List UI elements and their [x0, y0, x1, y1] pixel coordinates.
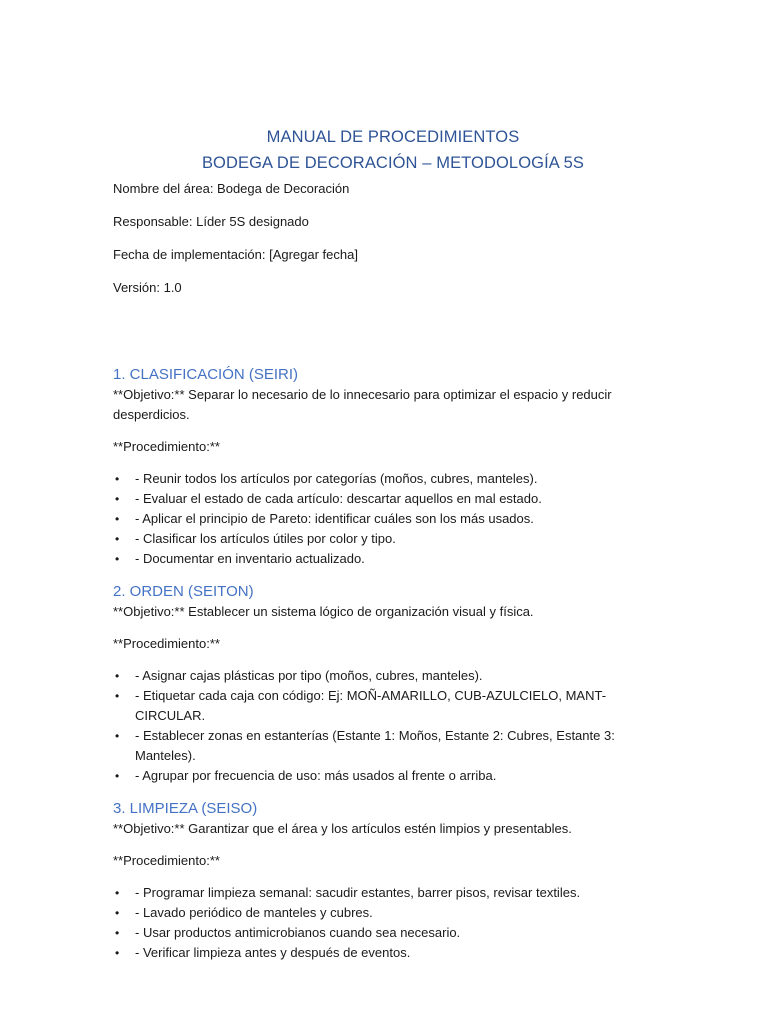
list-item: • - Verificar limpieza antes y después de eventos. — [113, 943, 673, 963]
list-item: • - Agrupar por frecuencia de uso: más usados al frente o arriba. — [113, 766, 673, 786]
procedure-label: **Procedimiento:** — [113, 853, 220, 868]
title-line-1: MANUAL DE PROCEDIMIENTOS — [266, 128, 520, 146]
list-item: • - Establecer zonas en estanterías (Estante 1: Moños, Estante 2: Cubres, Estante 3: Manteles). — [115, 728, 615, 763]
section-objective: **Objetivo:** Establecer un sistema lógico de organización visual y física. — [113, 604, 534, 619]
bullet-icon: • — [115, 669, 120, 683]
procedure-list — [113, 666, 673, 786]
bullet-icon: • — [115, 512, 120, 526]
bullet-icon: • — [115, 926, 120, 940]
procedure-list — [113, 469, 673, 569]
list-item: • - Documentar en inventario actualizado. — [113, 549, 673, 569]
section-clasificacion — [113, 365, 673, 569]
bullet-icon: • — [115, 689, 120, 703]
meta-responsable: Responsable: Líder 5S designado — [113, 214, 309, 229]
bullet-icon: • — [115, 492, 120, 506]
meta-version: Versión: 1.0 — [113, 280, 182, 295]
section-limpieza — [113, 799, 673, 963]
document-title — [113, 124, 673, 176]
list-item: • - Programar limpieza semanal: sacudir estantes, barrer pisos, revisar textiles. — [113, 883, 673, 903]
section-objective: **Objetivo:** Garantizar que el área y los artículos estén limpios y presentables. — [113, 821, 572, 836]
list-item: • - Evaluar el estado de cada artículo: descartar aquellos en mal estado. — [113, 489, 673, 509]
document-meta — [113, 180, 673, 297]
procedure-label: **Procedimiento:** — [113, 636, 220, 651]
procedure-label: **Procedimiento:** — [113, 439, 220, 454]
bullet-icon: • — [115, 769, 120, 783]
list-item: • - Lavado periódico de manteles y cubres. — [113, 903, 673, 923]
bullet-icon: • — [115, 532, 120, 546]
section-heading: 3. LIMPIEZA (SEISO) — [113, 800, 258, 817]
bullet-icon: • — [115, 552, 120, 566]
list-item: • - Etiquetar cada caja con código: Ej: MOÑ-AMARILLO, CUB-AZULCIELO, MANT-CIRCULAR. — [115, 688, 607, 723]
section-orden — [113, 582, 673, 786]
bullet-icon: • — [115, 906, 120, 920]
document-page — [113, 124, 673, 963]
bullet-icon: • — [115, 729, 120, 743]
list-item: • - Asignar cajas plásticas por tipo (moños, cubres, manteles). — [113, 666, 673, 686]
section-heading: 2. ORDEN (SEITON) — [113, 583, 254, 600]
list-item: • - Usar productos antimicrobianos cuando sea necesario. — [113, 923, 673, 943]
meta-fecha: Fecha de implementación: [Agregar fecha] — [113, 247, 358, 262]
list-item: • - Reunir todos los artículos por categorías (moños, cubres, manteles). — [113, 469, 673, 489]
meta-area: Nombre del área: Bodega de Decoración — [113, 181, 350, 196]
bullet-icon: • — [115, 886, 120, 900]
section-objective: **Objetivo:** Separar lo necesario de lo innecesario para optimizar el espacio y reducir desperdicios. — [113, 387, 612, 422]
title-line-2: BODEGA DE DECORACIÓN – METODOLOGÍA 5S — [201, 154, 585, 172]
list-item: • - Aplicar el principio de Pareto: identificar cuáles son los más usados. — [113, 509, 673, 529]
procedure-list — [113, 883, 673, 963]
section-heading: 1. CLASIFICACIÓN (SEIRI) — [113, 366, 299, 383]
bullet-icon: • — [115, 472, 120, 486]
list-item: • - Clasificar los artículos útiles por color y tipo. — [113, 529, 673, 549]
bullet-icon: • — [115, 946, 120, 960]
